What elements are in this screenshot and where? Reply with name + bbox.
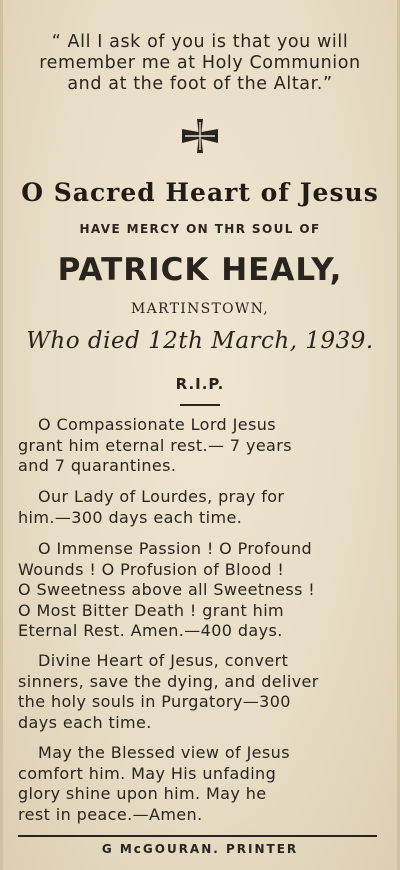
prayer-line: days each time.	[18, 712, 152, 732]
prayer-line: and 7 quarantines.	[18, 456, 177, 475]
verse-line: remember me at Holy Communion	[39, 53, 361, 73]
mercy-line: HAVE MERCY ON THR SOUL OF	[79, 222, 321, 236]
printer-credit: G McGOURAN. PRINTER	[101, 842, 299, 856]
prayer-block	[18, 651, 377, 733]
verse-line: “ All I ask of you is that you will	[51, 32, 349, 52]
prayer-line: May the Blessed view of Jesus	[38, 743, 290, 762]
hometown: MARTINSTOWN,	[130, 301, 270, 317]
prayer-line: rest in peace.—Amen.	[18, 804, 203, 824]
prayer-line: O Compassionate Lord Jesus	[38, 415, 276, 434]
sacred-heart-heading: O Sacred Heart of Jesus	[21, 178, 379, 207]
cross-pattee-icon	[180, 118, 220, 154]
prayer-line: O Sweetness above all Sweetness !	[18, 580, 316, 599]
rip-label: R.I.P.	[175, 375, 225, 393]
prayer-block	[18, 743, 377, 825]
prayer-block	[18, 415, 377, 477]
prayer-line: sinners, save the dying, and deliver	[18, 671, 319, 691]
prayer-line: glory shine upon him. May he	[18, 784, 267, 803]
footer-divider	[18, 835, 377, 837]
opening-verse	[15, 32, 385, 95]
verse-line: and at the foot of the Altar.”	[67, 74, 333, 94]
short-divider	[180, 404, 220, 406]
prayer-block	[18, 487, 377, 528]
prayer-line: O Most Bitter Death ! grant him	[18, 600, 285, 620]
prayer-line: the holy souls in Purgatory—300	[18, 692, 291, 711]
prayer-line: Eternal Rest. Amen.—400 days.	[18, 621, 283, 640]
prayer-block	[18, 539, 377, 642]
prayer-line: Divine Heart of Jesus, convert	[38, 651, 289, 670]
deceased-name: PATRICK HEALY,	[57, 252, 343, 288]
prayer-line: Wounds ! O Profusion of Blood !	[18, 559, 285, 579]
date-of-death: Who died 12th March, 1939.	[26, 328, 374, 354]
prayer-line: grant him eternal rest.— 7 years	[18, 435, 292, 455]
prayer-line: him.—300 days each time.	[18, 507, 243, 527]
prayer-line: comfort him. May His unfading	[18, 763, 277, 783]
prayer-line: Our Lady of Lourdes, pray for	[38, 487, 285, 506]
prayer-line: O Immense Passion ! O Profound	[38, 539, 313, 558]
